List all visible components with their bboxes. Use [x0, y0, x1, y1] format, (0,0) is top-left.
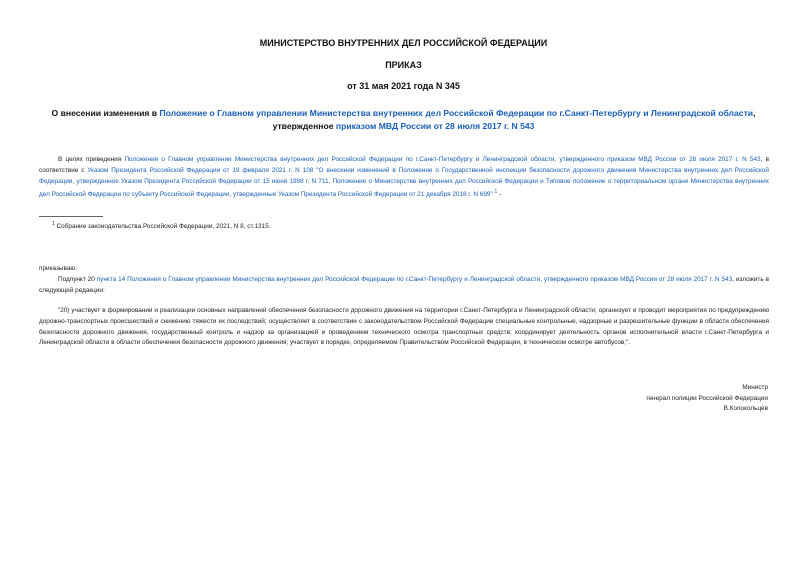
signature-position: Министр	[742, 384, 768, 391]
signature-rank: генерал полиции Российской Федерации	[646, 394, 768, 402]
title-prefix: О внесении изменения в	[51, 108, 160, 118]
preamble-text-2: , в соответствие с	[39, 156, 769, 174]
preamble-text-1: В целях приведения	[58, 156, 125, 163]
signature-name: В.Колокольцев	[723, 405, 768, 412]
date-number-heading: от 31 мая 2021 года N 345	[347, 81, 460, 91]
footnote-text: Собрание законодательства Российской Федерации, 2021, N 8, ст.1315.	[54, 223, 271, 231]
ministry-heading: МИНИСТЕРСТВО ВНУТРЕННИХ ДЕЛ РОССИЙСКОЙ ФЕДЕРАЦИИ	[259, 38, 548, 48]
order-link-clause[interactable]: пункта 14 Положения о Главном управлении Министерства внутренних дел Российской Федерации по г.Санкт-Петербургу и Ленинградской области, утвержденного приказом МВД России от 28 июля 2017 г. N 543	[96, 276, 733, 283]
order-text-2: , изложить в следующей редакции:	[39, 276, 769, 294]
signature-block	[646, 383, 768, 415]
document-title	[30, 107, 777, 132]
preamble-link-regulation[interactable]: Положения о Главном управлении Министерства внутренних дел Российской Федерации по г.Санкт-Петербургу и Ленинградской области, утвержденного приказом МВД России от 28 июля 2017 г. N 543	[124, 156, 761, 163]
footnote-ref[interactable]: 1	[494, 189, 498, 196]
doc-type-heading: ПРИКАЗ	[385, 60, 422, 70]
footnote-divider	[39, 216, 103, 217]
order-label: приказываю:	[39, 265, 77, 272]
preamble-text-4: -	[497, 191, 502, 199]
title-link-order[interactable]: приказом МВД России от 28 июля 2017 г. N 543	[335, 120, 535, 131]
order-text-1: Подпункт 20	[58, 276, 97, 283]
footnote-mark: 1	[52, 221, 55, 227]
footnote	[52, 221, 270, 230]
quoted-clause: "20) участвует в формировании и реализации основных направлений обеспечения безопасности дорожного движения на территории г.Санкт-Петербурга и Ленинградской области; организует и проводит мероприятия по предупреждению дорожно-транспортных происшествий и снижению тяжести их последствий; осуществляет в соответствии с законодательством Российской Федерации специальные контрольные, надзорные и разрешительные функции в области обеспечения безопасности дорожного движения, государственный контроль и надзор за организацией и проведением технического осмотра транспортных средств; координирует деятельность органов исполнительной власти г.Санкт-Петербурга и Ленинградской области в области обеспечения безопасности дорожного движения; участвует в порядке, определяемом Правительством Российской Федерации, в техническом осмотре автобусов;".	[39, 307, 769, 347]
preamble-link-decree[interactable]: Указом Президента Российской Федерации от 19 февраля 2021 г. N 108 "О внесении изменений в Положение о Государственной инспекции безопасности дорожного движения Министерства внутренних дел Российской Федерации, утвержденное Указом Президента Российской Федерации от 15 июня 1998 г. N 711, Положение о Министерстве внутренних дел Российской Федерации и Типовое положение о территориальном органе Министерства внутренних дел Российской Федерации по субъекту Российской Федерации, утвержденные Указом Президента Российской Федерации от 21 декабря 2016 г. N 699"	[39, 166, 769, 199]
title-middle: , утвержденное	[272, 108, 756, 131]
preamble-paragraph	[39, 155, 769, 201]
title-link-regulation[interactable]: Положение о Главном управлении Министерства внутренних дел Российской Федерации по г.Санкт-Петербургу и Ленинградской области	[159, 108, 754, 118]
order-paragraph	[39, 275, 769, 297]
